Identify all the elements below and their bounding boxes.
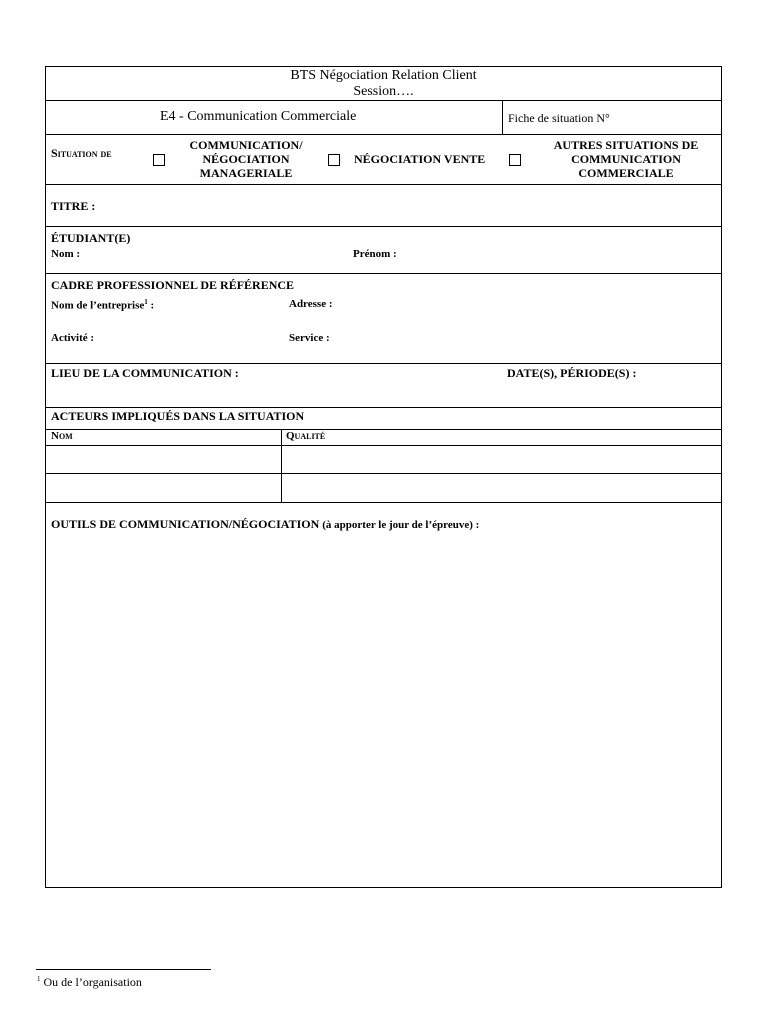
acteurs-table-header <box>46 430 721 446</box>
col-divider <box>281 446 282 473</box>
checkbox-communication-negociation[interactable] <box>153 154 165 166</box>
option-3-line2: COMMUNICATION <box>571 152 681 166</box>
dates-label: DATE(S), PÉRIODE(S) : <box>507 366 637 380</box>
footnote-text: Ou de l’organisation <box>40 975 142 989</box>
footnote-ref: 1 <box>144 298 148 306</box>
form-session: Session…. <box>353 84 414 99</box>
option-autres-situations <box>536 138 716 180</box>
exam-name: E4 - Communication Commerciale <box>160 109 357 124</box>
option-1-line1: COMMUNICATION/ <box>189 138 303 152</box>
prenom-label: Prénom : <box>353 248 397 260</box>
outils-note: (à apporter le jour de l’épreuve) : <box>322 519 480 531</box>
activite-label: Activité : <box>51 332 95 344</box>
checkbox-autres-situations[interactable] <box>509 154 521 166</box>
table-row <box>46 446 721 474</box>
col-divider <box>281 474 282 502</box>
option-negociation-vente: NÉGOCIATION VENTE <box>354 152 486 166</box>
checkbox-negociation-vente[interactable] <box>328 154 340 166</box>
etudiant-label: ÉTUDIANT(E) <box>51 231 131 245</box>
footnote-number: 1 <box>37 975 41 983</box>
lieu-row <box>46 364 721 408</box>
nom-label: Nom : <box>51 248 81 260</box>
etudiant-row <box>46 227 721 274</box>
lieu-label: LIEU DE LA COMMUNICATION : <box>51 366 239 380</box>
col-qualite: Qualité <box>286 430 326 442</box>
acteurs-row <box>46 408 721 430</box>
situation-label: Situation de <box>51 146 112 160</box>
option-3-line1: AUTRES SITUATIONS DE <box>553 138 699 152</box>
fiche-label: Fiche de situation N° <box>508 111 610 125</box>
exam-divider <box>502 101 503 134</box>
form-title: BTS Négociation Relation Client <box>290 68 477 83</box>
entreprise-label-text: Nom de l’entreprise <box>51 299 145 312</box>
acteurs-label: ACTEURS IMPLIQUÉS DANS LA SITUATION <box>51 409 305 423</box>
outils-label-text: OUTILS DE COMMUNICATION/NÉGOCIATION <box>51 517 320 531</box>
col-nom: Nom <box>51 430 73 442</box>
outils-section <box>46 503 721 887</box>
option-1-line3: MANAGERIALE <box>199 166 293 180</box>
option-communication-negociation <box>176 138 316 180</box>
outils-label <box>51 517 479 532</box>
situation-form <box>45 66 722 888</box>
entreprise-label <box>51 298 154 312</box>
exam-row <box>46 101 721 135</box>
footnote <box>37 975 142 990</box>
titre-label: TITRE : <box>51 199 96 213</box>
footnote-separator <box>36 969 211 970</box>
table-row <box>46 474 721 503</box>
adresse-label: Adresse : <box>289 298 333 310</box>
header-row <box>46 67 721 101</box>
col-divider <box>281 430 282 445</box>
situation-row <box>46 135 721 185</box>
cadre-label: CADRE PROFESSIONNEL DE RÉFÉRENCE <box>51 278 295 292</box>
cadre-row <box>46 274 721 364</box>
option-1-line2: NÉGOCIATION <box>202 152 290 166</box>
service-label: Service : <box>289 332 330 344</box>
option-3-line3: COMMERCIALE <box>578 166 674 180</box>
entreprise-colon: : <box>147 299 155 312</box>
titre-row <box>46 185 721 227</box>
